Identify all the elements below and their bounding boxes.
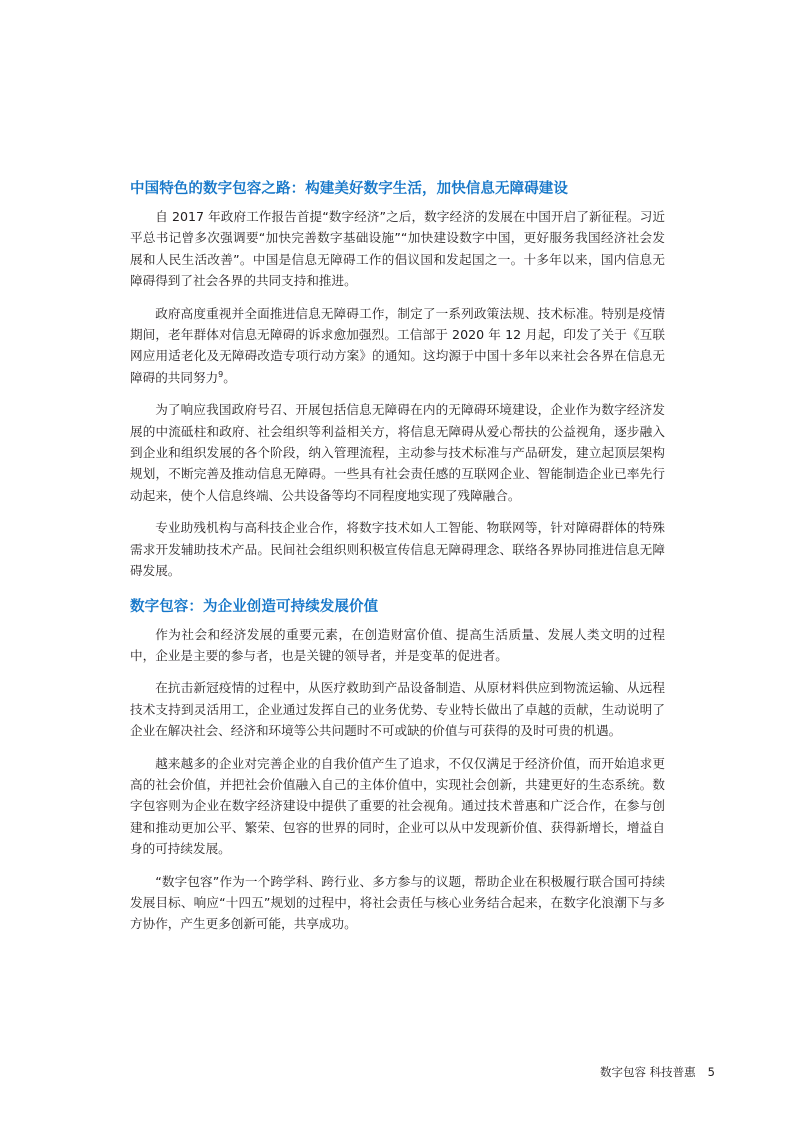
section-heading-enterprise-value: 数字包容：为企业创造可持续发展价值 (130, 598, 379, 615)
paragraph: 越来越多的企业对完善企业的自我价值产生了追求，不仅仅满足于经济价值，而开始追求更高的社会价值，并把社会价值融入自己的主体价值中，实现社会创新，共建更好的生态系统。数字包容则为企业在数字经济建设中提供了重要的社会视角。通过技术普惠和广泛合作，在参与创建和推动更加公平、繁荣、包容的世界的同时，企业可以从中发现新价值、获得新增长，增益自身的可持续发展。 (130, 755, 665, 857)
paragraph: 为了响应我国政府号召、开展包括信息无障碍在内的无障碍环境建设，企业作为数字经济发展的中流砥柱和政府、社会组织等利益相关方，将信息无障碍从爱心帮扶的公益视角，逐步融入到企业和组织发展的各个阶段，纳入管理流程，主动参与技术标准与产品研发，建立起顶层架构规划，不断完善及推动信息无障碍。一些具有社会责任感的互联网企业、智能制造企业已率先行动起来，使个人信息终端、公共设备等均不同程度地实现了残障融合。 (130, 402, 665, 503)
footer-title: 数字包容 科技普惠 (600, 1065, 696, 1079)
paragraph: 在抗击新冠疫情的过程中，从医疗救助到产品设备制造、从原材料供应到物流运输、从远程技术支持到灵活用工，企业通过发挥自己的业务优势、专业特长做出了卓越的贡献，生动说明了企业在解决社会、经济和环境等公共问题时不可或缺的价值与可获得的及时可贵的机遇。 (130, 680, 665, 739)
page-footer (600, 1064, 715, 1080)
paragraph: 作为社会和经济发展的重要元素，在创造财富价值、提高生活质量、发展人类文明的过程中，企业是主要的参与者，也是关键的领导者，并是变革的促进者。 (130, 626, 665, 663)
paragraph-end: 。 (223, 369, 236, 385)
paragraph: 专业助残机构与高科技企业合作，将数字技术如人工智能、物联网等，针对障碍群体的特殊需求开发辅助技术产品。民间社会组织则积极宣传信息无障碍理念、联络各界协同推进信息无障碍发展。 (130, 520, 665, 579)
paragraph: “数字包容”作为一个跨学科、跨行业、多方参与的议题，帮助企业在积极履行联合国可持续发展目标、响应“十四五”规划的过程中，将社会责任与核心业务结合起来，在数字化浪潮下与多方协作，产生更多创新可能，共享成功。 (130, 873, 665, 932)
article-body (130, 178, 665, 946)
paragraph (130, 303, 665, 389)
section-heading-digital-inclusion-path: 中国特色的数字包容之路：构建美好数字生活，加快信息无障碍建设 (130, 181, 568, 197)
footnote-mark: 9 (218, 369, 224, 379)
paragraph: 自 2017 年政府工作报告首提“数字经济”之后，数字经济的发展在中国开启了新征程。习近平总书记曾多次强调要“加快完善数字基础设施”“加快建设数字中国，更好服务我国经济社会发展和人民生活改善”。中国是信息无障碍工作的倡议国和发起国之一。十多年以来，国内信息无障碍得到了社会各界的共同支持和推进。 (130, 209, 665, 289)
paragraph-text: 政府高度重视并全面推进信息无障碍工作，制定了一系列政策法规、技术标准。特别是疫情期间，老年群体对信息无障碍的诉求愈加强烈。工信部于 2020 年 12 月起，印发了关于《互联网应用适老化及无障碍改造专项行动方案》的通知。这均源于中国十多年以来社会各界在信息无障碍的共同努力 (130, 305, 665, 385)
page-number: 5 (707, 1065, 715, 1079)
